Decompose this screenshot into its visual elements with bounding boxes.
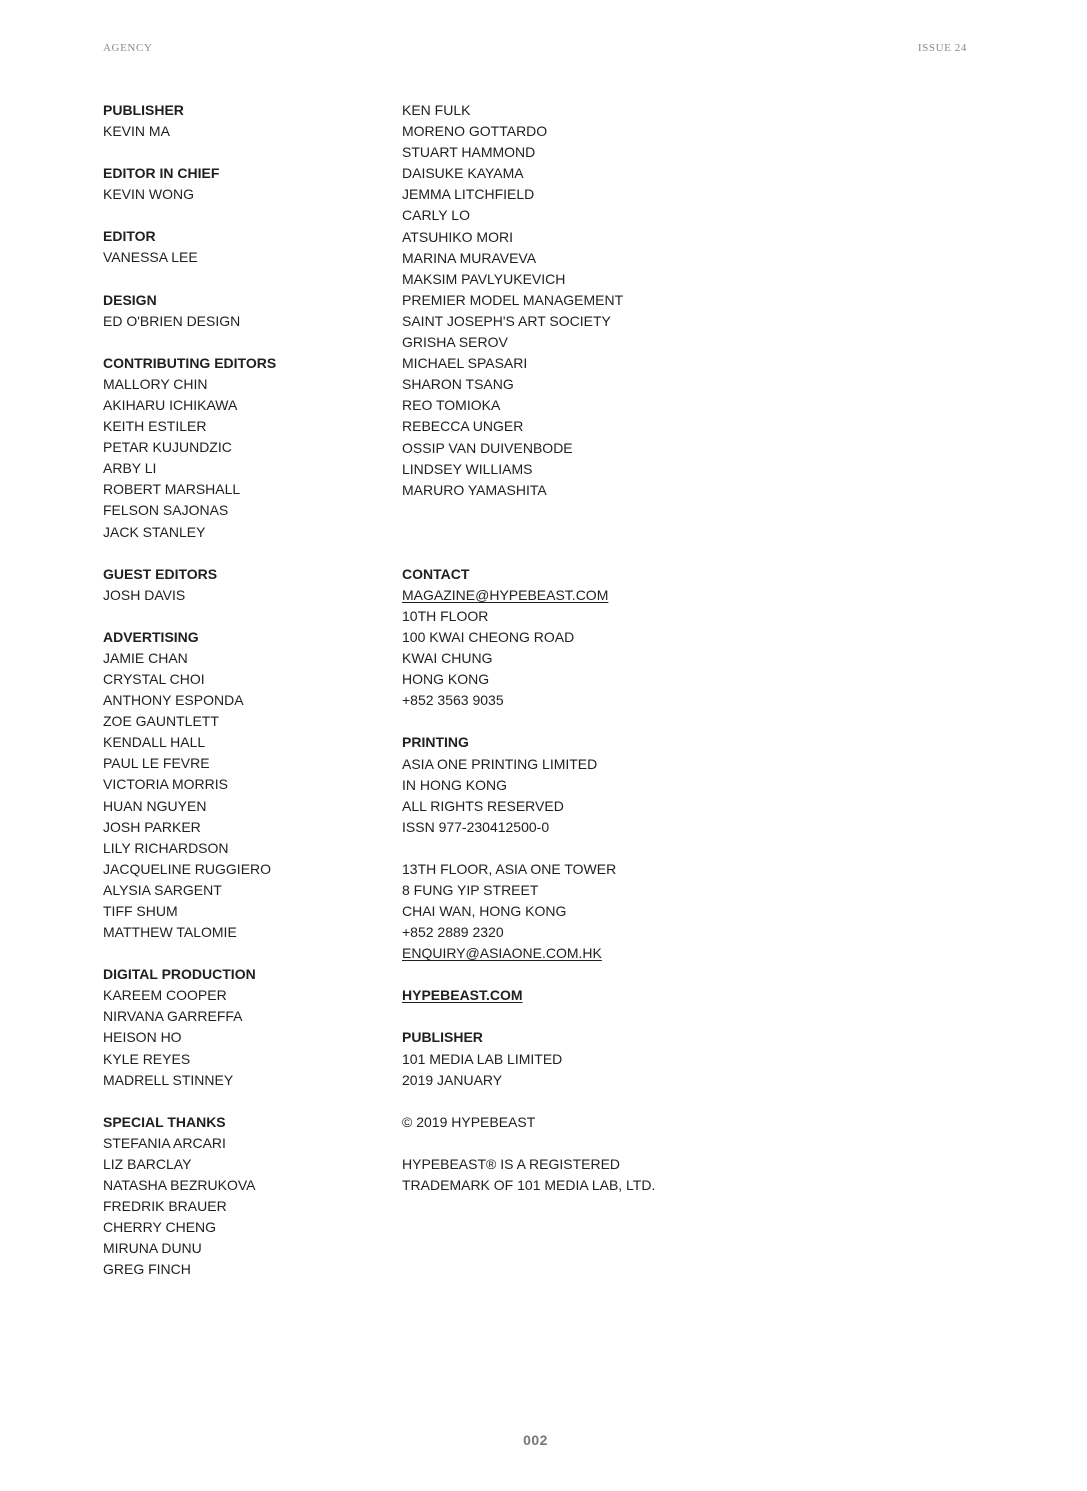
credit-name: FREDRIK BRAUER <box>103 1198 227 1215</box>
credit-name: ATSUHIKO MORI <box>402 228 513 245</box>
credit-name: KEVIN WONG <box>103 186 195 203</box>
credit-name: MATTHEW TALOMIE <box>103 924 237 941</box>
publisher-section <box>402 1027 842 1090</box>
printing-line: IN HONG KONG <box>402 776 508 793</box>
publisher-line: 101 MEDIA LAB LIMITED <box>402 1050 563 1067</box>
masthead-section <box>103 226 383 268</box>
section-heading: DIGITAL PRODUCTION <box>103 966 256 983</box>
masthead-section <box>103 353 383 543</box>
credit-name: PREMIER MODEL MANAGEMENT <box>402 291 624 308</box>
credit-name: MICHAEL SPASARI <box>402 355 528 372</box>
credit-name: AKIHARU ICHIKAWA <box>103 396 238 413</box>
section-heading: EDITOR <box>103 228 156 245</box>
credit-name: GREG FINCH <box>103 1261 191 1278</box>
credit-name: ARBY LI <box>103 460 157 477</box>
credit-name: CHERRY CHENG <box>103 1219 217 1236</box>
credit-name: MARINA MURAVEVA <box>402 249 537 266</box>
section-heading: DESIGN <box>103 291 157 308</box>
masthead-section <box>103 163 383 205</box>
section-heading: SPECIAL THANKS <box>103 1113 226 1130</box>
printer-phone: +852 2889 2320 <box>402 924 504 941</box>
credit-name: KEVIN MA <box>103 123 170 140</box>
contact-section <box>402 564 842 712</box>
credit-name: ED O'BRIEN DESIGN <box>103 312 241 329</box>
credit-name: SHARON TSANG <box>402 376 514 393</box>
credit-name: NIRVANA GARREFFA <box>103 1008 243 1025</box>
masthead-section <box>103 100 383 142</box>
publisher-date: 2019 JANUARY <box>402 1071 503 1088</box>
credit-name: ROBERT MARSHALL <box>103 481 241 498</box>
credit-name: REBECCA UNGER <box>402 418 524 435</box>
credit-name: MARURO YAMASHITA <box>402 481 547 498</box>
credit-name: STUART HAMMOND <box>402 144 536 161</box>
contact-address-line: 100 KWAI CHEONG ROAD <box>402 629 575 646</box>
credit-name: STEFANIA ARCARI <box>103 1134 226 1151</box>
credit-name: REO TOMIOKA <box>402 397 501 414</box>
contact-address-line: 10TH FLOOR <box>402 607 489 624</box>
section-heading: EDITOR IN CHIEF <box>103 165 220 182</box>
credit-name: ANTHONY ESPONDA <box>103 692 244 709</box>
credit-name: DAISUKE KAYAMA <box>402 165 524 182</box>
contact-phone: +852 3563 9035 <box>402 692 504 709</box>
contact-heading: CONTACT <box>402 565 470 582</box>
credit-name: JACQUELINE RUGGIERO <box>103 860 272 877</box>
contact-address-line: HONG KONG <box>402 671 490 688</box>
credit-name: CRYSTAL CHOI <box>103 670 205 687</box>
credit-name: KYLE REYES <box>103 1050 191 1067</box>
contact-email-link[interactable]: MAGAZINE@HYPEBEAST.COM <box>402 586 609 603</box>
credit-name: MIRUNA DUNU <box>103 1240 202 1257</box>
special-thanks-continued <box>402 100 842 501</box>
credit-name: FELSON SAJONAS <box>103 502 229 519</box>
credit-name: HEISON HO <box>103 1029 182 1046</box>
credit-name: JEMMA LITCHFIELD <box>402 186 535 203</box>
masthead-section <box>103 964 383 1091</box>
credit-name: ZOE GAUNTLETT <box>103 713 219 730</box>
credit-name: VANESSA LEE <box>103 249 198 266</box>
copyright-section <box>402 1112 842 1133</box>
credit-name: LINDSEY WILLIAMS <box>402 460 533 477</box>
website-section <box>402 985 842 1006</box>
credit-name: OSSIP VAN DUIVENBODE <box>402 439 573 456</box>
credit-name: KEITH ESTILER <box>103 418 207 435</box>
trademark-line: TRADEMARK OF 101 MEDIA LAB, LTD. <box>402 1176 656 1193</box>
credit-name: KENDALL HALL <box>103 734 206 751</box>
credit-name: JOSH PARKER <box>103 818 201 835</box>
credit-name: JAMIE CHAN <box>103 649 188 666</box>
section-label: AGENCY <box>103 42 153 54</box>
printer-address-line: CHAI WAN, HONG KONG <box>402 903 567 920</box>
credit-name: SAINT JOSEPH'S ART SOCIETY <box>402 312 611 329</box>
credit-name: MORENO GOTTARDO <box>402 123 548 140</box>
trademark-section <box>402 1154 842 1196</box>
credit-name: ALYSIA SARGENT <box>103 881 222 898</box>
credit-name: VICTORIA MORRIS <box>103 776 228 793</box>
credit-name: LILY RICHARDSON <box>103 839 229 856</box>
printing-line: ASIA ONE PRINTING LIMITED <box>402 755 598 772</box>
copyright-line: © 2019 HYPEBEAST <box>402 1113 536 1130</box>
website-link[interactable]: HYPEBEAST.COM <box>402 987 523 1004</box>
masthead-section <box>103 564 383 606</box>
credit-name: MAKSIM PAVLYUKEVICH <box>402 270 566 287</box>
printing-heading: PRINTING <box>402 734 469 751</box>
credit-name: JACK STANLEY <box>103 523 206 540</box>
printer-email-link[interactable]: ENQUIRY@ASIAONE.COM.HK <box>402 945 602 962</box>
masthead-section <box>103 627 383 943</box>
publisher-heading: PUBLISHER <box>402 1029 483 1046</box>
credit-name: PAUL LE FEVRE <box>103 755 210 772</box>
credit-name: NATASHA BEZRUKOVA <box>103 1177 256 1194</box>
masthead-section <box>103 1112 383 1281</box>
section-heading: CONTRIBUTING EDITORS <box>103 354 277 371</box>
printing-section <box>402 732 842 837</box>
issue-label: ISSUE 24 <box>917 42 967 54</box>
credit-name: JOSH DAVIS <box>103 586 186 603</box>
issn-line: ISSN 977-230412500-0 <box>402 818 550 835</box>
masthead-right-column <box>402 100 842 1217</box>
credit-name: GRISHA SEROV <box>402 334 508 351</box>
printing-line: ALL RIGHTS RESERVED <box>402 797 564 814</box>
credit-name: CARLY LO <box>402 207 470 224</box>
credit-name: HUAN NGUYEN <box>103 797 207 814</box>
credit-name: MALLORY CHIN <box>103 375 208 392</box>
credit-name: LIZ BARCLAY <box>103 1155 192 1172</box>
printer-address-line: 13TH FLOOR, ASIA ONE TOWER <box>402 860 617 877</box>
masthead-left-column <box>103 100 383 1302</box>
credit-name: TIFF SHUM <box>103 903 178 919</box>
printer-address-section <box>402 859 842 964</box>
credit-name: KEN FULK <box>402 102 471 118</box>
section-heading: PUBLISHER <box>103 102 184 118</box>
masthead-section <box>103 290 383 332</box>
section-heading: GUEST EDITORS <box>103 565 218 582</box>
section-heading: ADVERTISING <box>103 628 199 645</box>
trademark-line: HYPEBEAST® IS A REGISTERED <box>402 1155 621 1172</box>
printer-address-line: 8 FUNG YIP STREET <box>402 882 539 898</box>
contact-address-line: KWAI CHUNG <box>402 650 493 667</box>
page-number: 002 <box>523 1432 548 1448</box>
credit-name: PETAR KUJUNDZIC <box>103 439 232 456</box>
credit-name: MADRELL STINNEY <box>103 1071 234 1088</box>
credit-name: KAREEM COOPER <box>103 987 227 1004</box>
